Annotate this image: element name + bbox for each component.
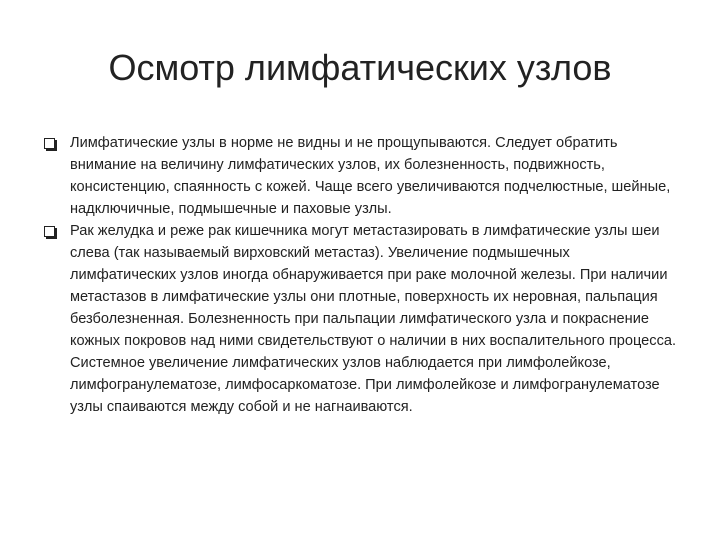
- bullet-text: Рак желудка и реже рак кишечника могут метастазировать в лимфатические узлы шеи слева (так называемый вирховский метастаз). Увеличение подмышечных лимфатических узлов иногда обнаруживается при раке молочной железы. При наличии метастазов в лимфатические узлы они плотные, поверхность их неровная, пальпация безболезненная. Болезненность при пальпации лимфатического узла и покраснение кожных покровов над ними свидетельствуют о наличии в них воспалительного процесса. Системное увеличение лимфатических узлов наблюдается при лимфолейкозе, лимфогранулематозе, лимфосаркоматозе. При лимфолейкозе и лимфогранулематозе узлы спаиваются между собой и не нагнаиваются.: [70, 223, 677, 415]
- bullet-text: Лимфатические узлы в норме не видны и не прощупываются. Следует обратить внимание на величину лимфатических узлов, их болезненность, подвижность, консистенцию, спаянность с кожей. Чаще всего увеличиваются подчелюстные, шейные, надключичные, подмышечные и паховые узлы.: [70, 135, 671, 217]
- bullet-item: [44, 220, 680, 418]
- checkbox-square-icon: [44, 138, 55, 149]
- bullet-item: [44, 132, 680, 220]
- bullet-list: [44, 132, 680, 418]
- checkbox-square-icon: [44, 226, 55, 237]
- slide-title: Осмотр лимфатических узлов: [108, 47, 612, 88]
